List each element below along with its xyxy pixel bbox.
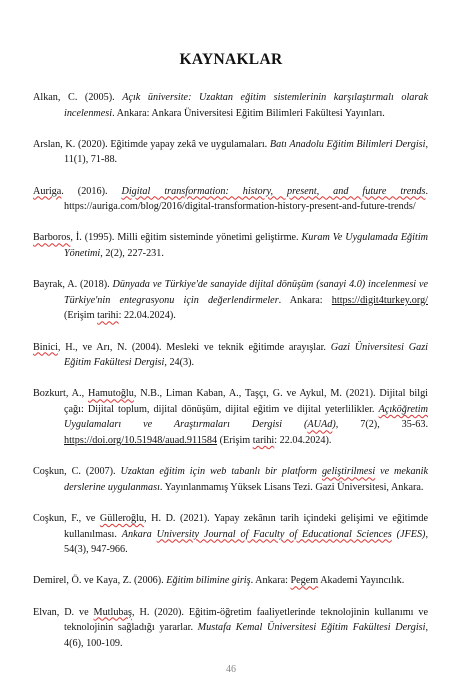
reference-text-run: , H. D. (2021). Yapay zekânın tarih içindeki gelişimi ve eğitimde kullanılması. — [64, 513, 428, 540]
reference-entry — [33, 277, 428, 324]
reference-text-run[interactable]: https://digit4turkey.org/ — [331, 294, 428, 306]
reference-text-run: , 2(2), 227-231. — [100, 247, 164, 259]
reference-text-run: . Ankara: — [278, 294, 332, 306]
page-title: KAYNAKLAR — [179, 51, 283, 68]
reference-text-run: , İ. (1995). Milli eğitim sisteminde yönetimi geliştirme. — [70, 232, 302, 244]
reference-text-run: : 22.04.2024). — [274, 435, 332, 447]
reference-text-run: , 11(1), 71-88. — [64, 138, 429, 166]
reference-text-run: Barboros — [33, 232, 71, 244]
reference-text-run: Elvan, D. ve — [33, 606, 94, 618]
reference-text-run: Bozkurt, A., — [33, 388, 88, 400]
reference-text-run: (Erişim — [64, 310, 98, 322]
reference-text-run: , N.B., Liman Kaban, A., Taşçı, G. ve Aykul, M. (2021). Dijital bilgi çağı: Dijital toplum, dijital dönüşüm, dijital eğitim ve dijital yeterlilikler. — [64, 388, 428, 415]
reference-text-run: Ankara — [121, 528, 157, 540]
reference-entry — [33, 511, 428, 558]
reference-text-run: , H. (2020). Eğitim-öğretim faaliyetlerinde teknolojinin kullanımı ve teknolojinin sağladığı yararlar. — [64, 606, 428, 634]
reference-text-run: Pegem — [290, 575, 319, 587]
reference-text-run: (JFES) — [391, 528, 426, 540]
reference-text-run: , 54(3), 947-966. — [64, 528, 428, 556]
reference-text-run: University Journal of Faculty of Educational Sciences — [156, 528, 392, 540]
reference-entry — [33, 90, 428, 121]
reference-text-run: Binici — [33, 341, 58, 353]
reference-text-run: Auriga — [33, 185, 62, 197]
reference-text-run: , 24(3). — [164, 357, 195, 369]
reference-text-run: : 22.04.2024). — [118, 310, 176, 322]
reference-text-run: , 4(6), 100-109. — [64, 622, 428, 649]
reference-text-run: Gülleroğlu — [99, 513, 145, 525]
reference-text-run: (Erişim — [217, 435, 253, 447]
reference-text-run: Açık üniversite: Uzaktan eğitim sistemlerinin karşılaştırmalı olarak incelenmesi — [64, 92, 428, 119]
reference-text-run: . Ankara: — [250, 575, 291, 587]
reference-entry — [33, 137, 428, 168]
reference-entry — [33, 230, 428, 261]
reference-text-run: . Yayınlanmamış Yüksek Lisans Tezi. Gazi Üniversitesi, Ankara. — [159, 481, 424, 493]
reference-text-run: Alkan, C. (2005). — [33, 92, 123, 103]
reference-text-run: Mutlubaş — [93, 606, 133, 618]
reference-text-run: AUAd — [307, 419, 333, 431]
reference-text-run: . Ankara: Ankara Üniversitesi Eğitim Bilimleri Fakültesi Yayınları. — [112, 107, 385, 119]
reference-text-run: Coşkun, F., ve — [33, 513, 100, 525]
reference-entry — [33, 340, 428, 371]
reference-entry — [33, 573, 428, 589]
reference-text-run: Digital transformation: history, present, and future trends — [121, 185, 426, 197]
reference-text-run: Kuram Ve Uygulamada Eğitim Yönetimi — [64, 232, 429, 259]
reference-text-run: Uygulamaları ve Araştırmaları Dergisi ( — [64, 419, 308, 431]
reference-text-run: Arslan, K. (2020). Eğitimde yapay zekâ ve uygulamaları. — [33, 138, 270, 150]
reference-text-run: Akademi Yayıncılık. — [318, 575, 405, 587]
reference-text-run: Dünyada ve Türkiye'de sanayide dijital dönüşüm (sanayi 4.0) incelenmesi ve Türkiye'nin entegrasyonu için değerlendirmeler — [64, 279, 429, 306]
reference-entry — [33, 464, 428, 495]
reference-text-run: , H., ve Arı, N. (2004). Mesleki ve teknik eğitimde arayışlar. — [57, 341, 331, 353]
reference-list — [33, 90, 428, 651]
reference-text-run: tarihi — [252, 435, 275, 447]
reference-text-run: Uzaktan eğitim için web tabanlı bir platform — [120, 466, 322, 478]
reference-text-run: Batı Anadolu Eğitim Bilimleri Dergisi — [269, 138, 426, 150]
reference-text-run: tarihi — [97, 310, 119, 322]
reference-text-run: Açıköğretim — [378, 403, 428, 415]
reference-text-run: Hamutoğlu — [88, 388, 134, 400]
reference-text-run: ve mekanik derslerine uygulanması — [64, 466, 428, 493]
reference-text-run: . (2016). — [61, 185, 122, 197]
reference-text-run: , 7(2), 35-63. — [335, 419, 429, 431]
reference-text-run: ) — [332, 419, 336, 431]
reference-text-run: Gazi Üniversitesi Gazi Eğitim Fakültesi Dergisi — [64, 341, 428, 369]
reference-entry — [33, 605, 428, 652]
reference-text-run: Eğitim bilimine giriş — [166, 575, 251, 587]
page-number: 46 — [226, 664, 236, 675]
reference-entry — [33, 184, 428, 215]
reference-text-run: geliştirilmesi — [321, 466, 376, 478]
reference-entry — [33, 386, 428, 448]
reference-text-run: Mustafa Kemal Üniversitesi Eğitim Fakültesi Dergisi — [197, 622, 426, 634]
reference-text-run: Demirel, Ö. ve Kaya, Z. (2006). — [33, 575, 167, 587]
reference-text-run: Coşkun, C. (2007). — [33, 466, 121, 478]
reference-text-run: . https://auriga.com/blog/2016/digital-transformation-history-present-and-future-trends/ — [64, 185, 428, 213]
reference-text-run[interactable]: https://doi.org/10.51948/auad.911584 — [64, 435, 218, 447]
reference-text-run: Bayrak, A. (2018). — [33, 279, 113, 291]
